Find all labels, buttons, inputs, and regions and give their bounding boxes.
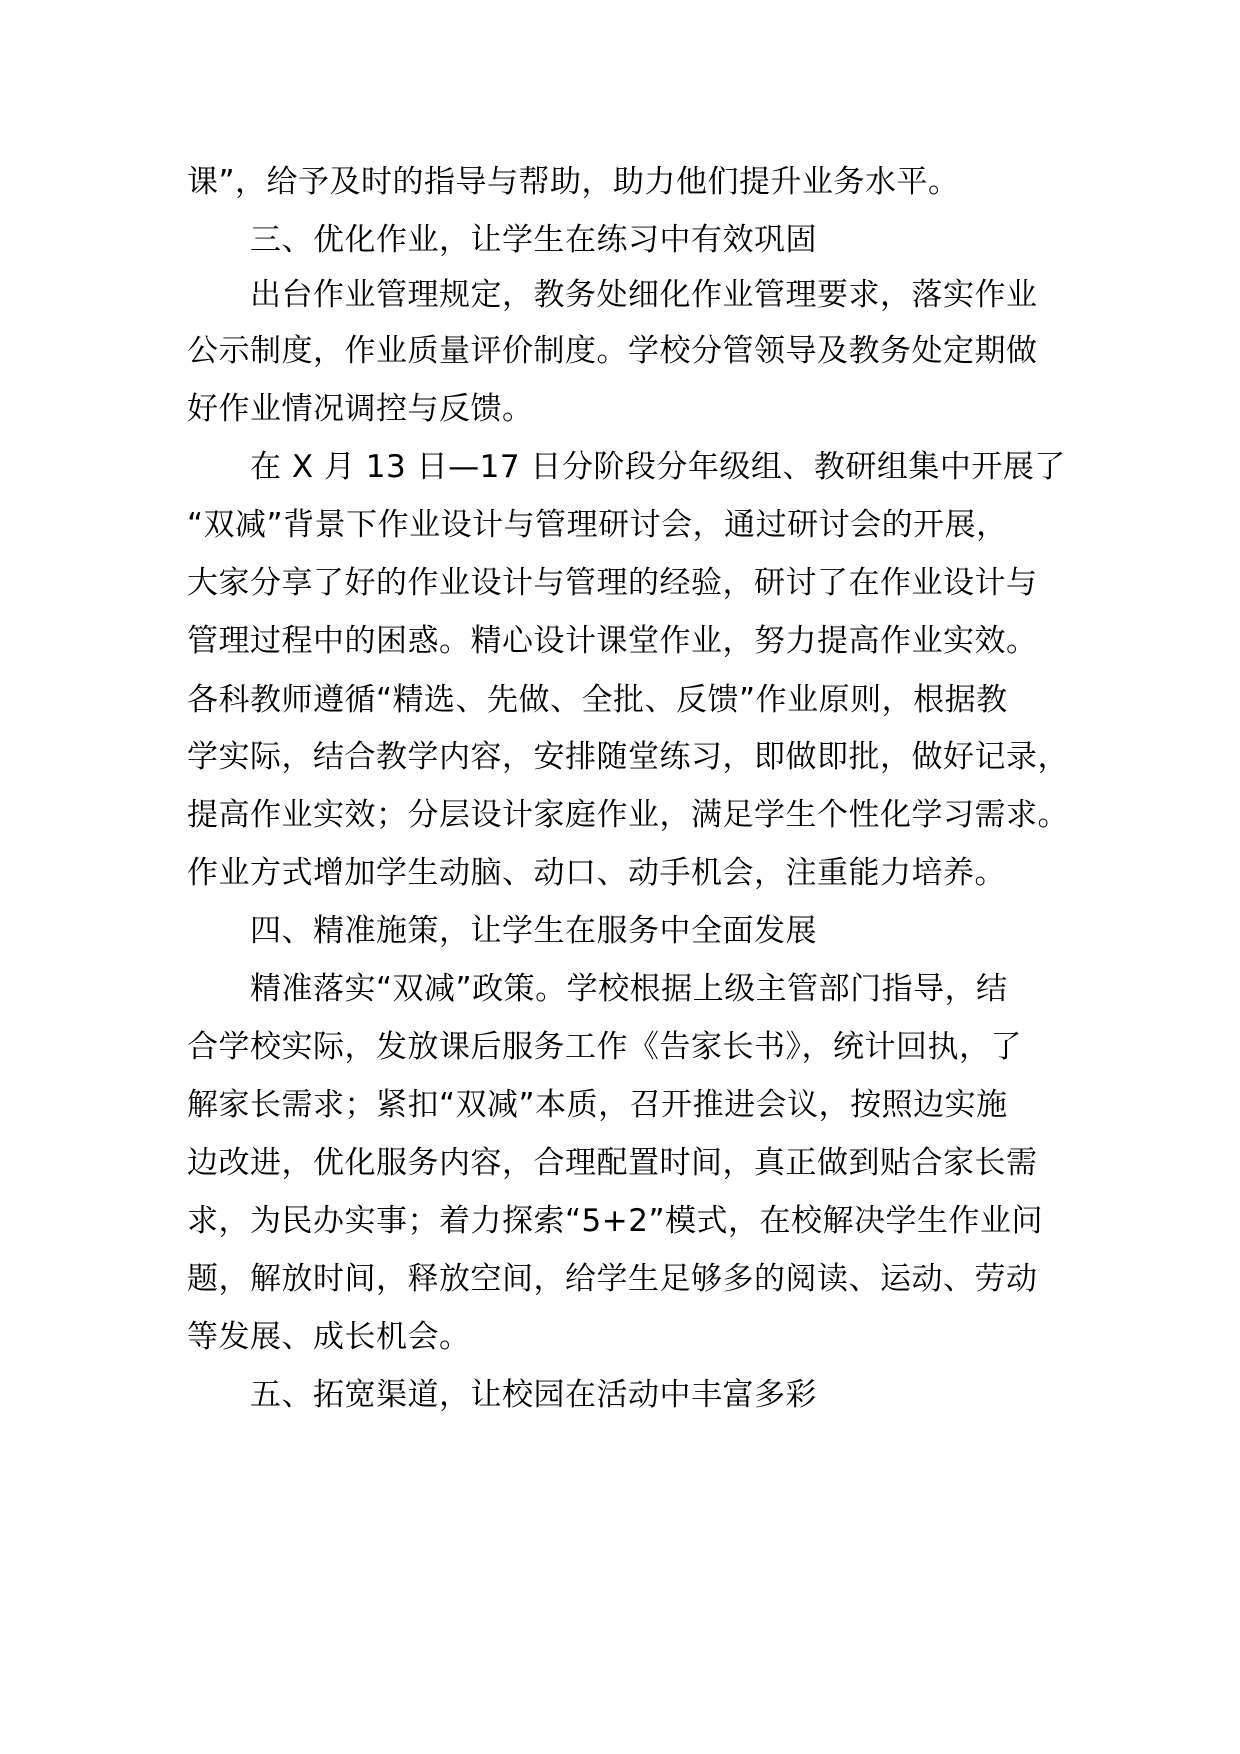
paragraph-line: 边改进，优化服务内容，合理配置时间，真正做到贴合家长需 (187, 1145, 1038, 1181)
paragraph-line: 公示制度，作业质量评价制度。学校分管领导及教务处定期做 (187, 333, 1038, 369)
paragraph-line: 题，解放时间，释放空间，给学生足够多的阅读、运动、劳动 (187, 1261, 1038, 1297)
paragraph-line: 解家长需求；紧扣“双减”本质，召开推进会议，按照边实施 (187, 1087, 1008, 1123)
paragraph-line: 在 X 月 13 日—17 日分阶段分年级组、教研组集中开展了 (250, 449, 1066, 485)
section-heading: 五、拓宽渠道，让校园在活动中丰富多彩 (250, 1377, 817, 1413)
paragraph-line: 求，为民办实事；着力探索“5+2”模式，在校解决学生作业问 (187, 1203, 1044, 1239)
section-heading: 四、精准施策，让学生在服务中全面发展 (250, 913, 817, 949)
paragraph-line: 课”，给予及时的指导与帮助，助力他们提升业务水平。 (187, 164, 960, 200)
paragraph-line: 精准落实“双减”政策。学校根据上级主管部门指导，结 (250, 971, 1008, 1007)
paragraph-line: 学实际，结合教学内容，安排随堂练习，即做即批，做好记录， (187, 739, 1069, 775)
paragraph-line: 合学校实际，发放课后服务工作《告家长书》，统计回执，了 (187, 1029, 1022, 1065)
paragraph-line: 作业方式增加学生动脑、动口、动手机会，注重能力培养。 (187, 855, 1006, 891)
section-heading: 三、优化作业，让学生在练习中有效巩固 (250, 222, 817, 258)
paragraph-line: 好作业情况调控与反馈。 (187, 391, 534, 427)
paragraph-line: 管理过程中的困惑。精心设计课堂作业，努力提高作业实效。 (187, 623, 1038, 659)
paragraph-line: 提高作业实效；分层设计家庭作业，满足学生个性化学习需求。 (187, 797, 1069, 833)
paragraph-line: 出台作业管理规定，教务处细化作业管理要求，落实作业 (250, 277, 1038, 313)
paragraph-line: 等发展、成长机会。 (187, 1319, 471, 1355)
paragraph-line: 大家分享了好的作业设计与管理的经验，研讨了在作业设计与 (187, 565, 1038, 601)
paragraph-line: 各科教师遵循“精选、先做、全批、反馈”作业原则，根据教 (187, 682, 1008, 718)
paragraph-line: “双减”背景下作业设计与管理研讨会，通过研讨会的开展， (187, 507, 1008, 543)
